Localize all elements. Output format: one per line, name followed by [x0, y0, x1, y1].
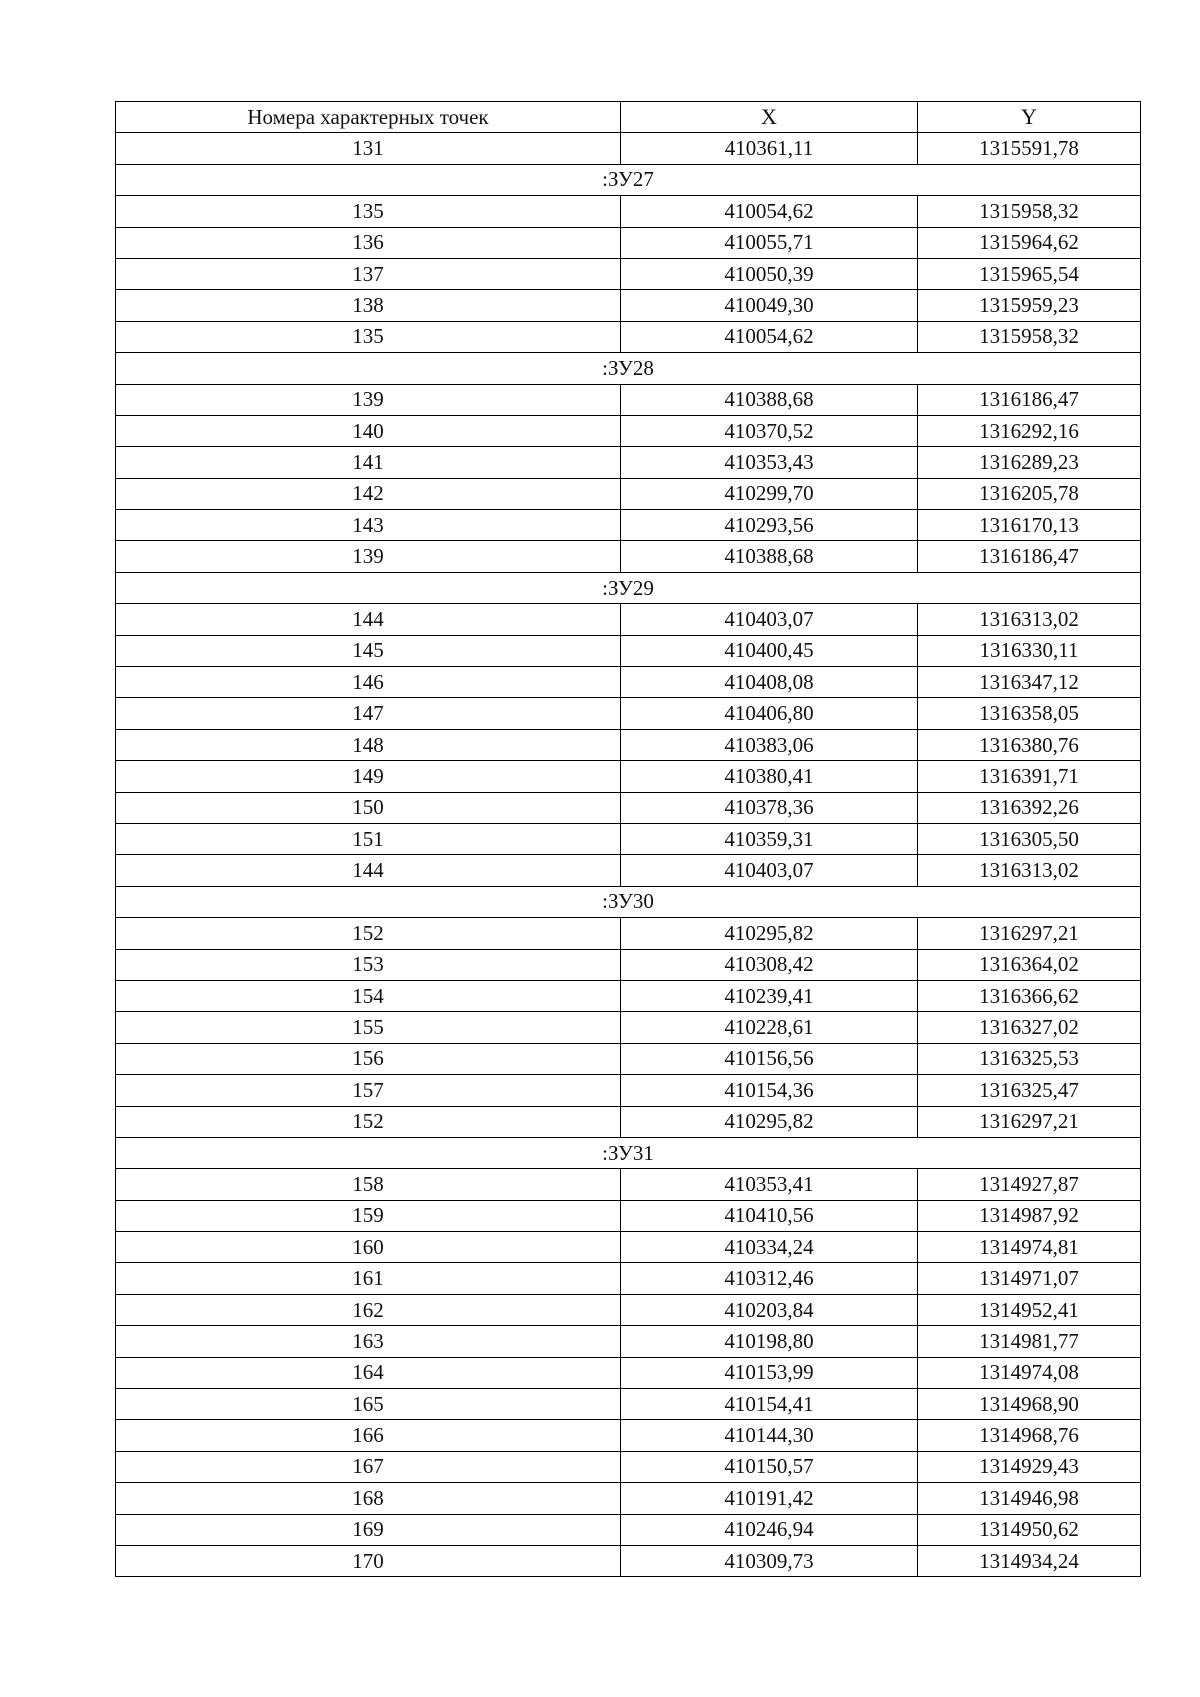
y-coordinate-cell: 1314968,90 — [918, 1389, 1141, 1420]
header-point-numbers: Номера характерных точек — [116, 102, 621, 133]
x-coordinate-cell: 410388,68 — [621, 541, 918, 572]
table-row — [116, 729, 1141, 760]
section-row — [116, 1137, 1141, 1168]
point-number-cell: 145 — [116, 635, 621, 666]
table-row — [116, 1514, 1141, 1545]
x-coordinate-cell: 410295,82 — [621, 918, 918, 949]
table-row — [116, 1232, 1141, 1263]
y-coordinate-cell: 1314987,92 — [918, 1200, 1141, 1231]
header-y: Y — [918, 102, 1141, 133]
x-coordinate-cell: 410359,31 — [621, 823, 918, 854]
point-number-cell: 138 — [116, 290, 621, 321]
x-coordinate-cell: 410050,39 — [621, 258, 918, 289]
y-coordinate-cell: 1314934,24 — [918, 1545, 1141, 1576]
table-row — [116, 1357, 1141, 1388]
x-coordinate-cell: 410353,41 — [621, 1169, 918, 1200]
x-coordinate-cell: 410295,82 — [621, 1106, 918, 1137]
table-row — [116, 447, 1141, 478]
table-header-row — [116, 102, 1141, 133]
y-coordinate-cell: 1315958,32 — [918, 196, 1141, 227]
point-number-cell: 149 — [116, 761, 621, 792]
table-row — [116, 541, 1141, 572]
point-number-cell: 152 — [116, 1106, 621, 1137]
table-row — [116, 1200, 1141, 1231]
point-number-cell: 141 — [116, 447, 621, 478]
section-row — [116, 572, 1141, 603]
point-number-cell: 157 — [116, 1075, 621, 1106]
y-coordinate-cell: 1316366,62 — [918, 980, 1141, 1011]
y-coordinate-cell: 1316325,53 — [918, 1043, 1141, 1074]
point-number-cell: 139 — [116, 384, 621, 415]
x-coordinate-cell: 410388,68 — [621, 384, 918, 415]
x-coordinate-cell: 410153,99 — [621, 1357, 918, 1388]
x-coordinate-cell: 410054,62 — [621, 321, 918, 352]
x-coordinate-cell: 410228,61 — [621, 1012, 918, 1043]
x-coordinate-cell: 410150,57 — [621, 1451, 918, 1482]
table-row — [116, 1483, 1141, 1514]
table-row — [116, 1451, 1141, 1482]
y-coordinate-cell: 1314927,87 — [918, 1169, 1141, 1200]
table-row — [116, 855, 1141, 886]
coordinates-table — [115, 101, 1141, 1577]
x-coordinate-cell: 410380,41 — [621, 761, 918, 792]
point-number-cell: 142 — [116, 478, 621, 509]
x-coordinate-cell: 410410,56 — [621, 1200, 918, 1231]
x-coordinate-cell: 410293,56 — [621, 510, 918, 541]
table-row — [116, 415, 1141, 446]
x-coordinate-cell: 410309,73 — [621, 1545, 918, 1576]
point-number-cell: 159 — [116, 1200, 621, 1231]
point-number-cell: 147 — [116, 698, 621, 729]
x-coordinate-cell: 410403,07 — [621, 604, 918, 635]
table-row — [116, 1420, 1141, 1451]
section-row — [116, 353, 1141, 384]
y-coordinate-cell: 1314971,07 — [918, 1263, 1141, 1294]
table-row — [116, 196, 1141, 227]
point-number-cell: 137 — [116, 258, 621, 289]
y-coordinate-cell: 1316297,21 — [918, 1106, 1141, 1137]
point-number-cell: 163 — [116, 1326, 621, 1357]
x-coordinate-cell: 410054,62 — [621, 196, 918, 227]
y-coordinate-cell: 1316391,71 — [918, 761, 1141, 792]
y-coordinate-cell: 1316297,21 — [918, 918, 1141, 949]
point-number-cell: 165 — [116, 1389, 621, 1420]
y-coordinate-cell: 1315959,23 — [918, 290, 1141, 321]
point-number-cell: 152 — [116, 918, 621, 949]
x-coordinate-cell: 410406,80 — [621, 698, 918, 729]
x-coordinate-cell: 410198,80 — [621, 1326, 918, 1357]
point-number-cell: 164 — [116, 1357, 621, 1388]
point-number-cell: 151 — [116, 823, 621, 854]
point-number-cell: 170 — [116, 1545, 621, 1576]
point-number-cell: 144 — [116, 855, 621, 886]
point-number-cell: 135 — [116, 321, 621, 352]
y-coordinate-cell: 1316205,78 — [918, 478, 1141, 509]
y-coordinate-cell: 1314952,41 — [918, 1294, 1141, 1325]
point-number-cell: 156 — [116, 1043, 621, 1074]
y-coordinate-cell: 1315591,78 — [918, 133, 1141, 164]
table-row — [116, 1169, 1141, 1200]
point-number-cell: 131 — [116, 133, 621, 164]
x-coordinate-cell: 410312,46 — [621, 1263, 918, 1294]
x-coordinate-cell: 410154,41 — [621, 1389, 918, 1420]
table-row — [116, 604, 1141, 635]
y-coordinate-cell: 1314974,08 — [918, 1357, 1141, 1388]
y-coordinate-cell: 1314946,98 — [918, 1483, 1141, 1514]
table-row — [116, 635, 1141, 666]
x-coordinate-cell: 410334,24 — [621, 1232, 918, 1263]
point-number-cell: 162 — [116, 1294, 621, 1325]
table-row — [116, 1075, 1141, 1106]
section-row — [116, 886, 1141, 917]
table-row — [116, 1326, 1141, 1357]
table-row — [116, 478, 1141, 509]
point-number-cell: 167 — [116, 1451, 621, 1482]
point-number-cell: 136 — [116, 227, 621, 258]
point-number-cell: 140 — [116, 415, 621, 446]
y-coordinate-cell: 1315964,62 — [918, 227, 1141, 258]
table-row — [116, 1545, 1141, 1576]
y-coordinate-cell: 1316325,47 — [918, 1075, 1141, 1106]
point-number-cell: 166 — [116, 1420, 621, 1451]
point-number-cell: 144 — [116, 604, 621, 635]
x-coordinate-cell: 410361,11 — [621, 133, 918, 164]
point-number-cell: 168 — [116, 1483, 621, 1514]
y-coordinate-cell: 1314968,76 — [918, 1420, 1141, 1451]
header-x: X — [621, 102, 918, 133]
table-row — [116, 258, 1141, 289]
point-number-cell: 169 — [116, 1514, 621, 1545]
point-number-cell: 148 — [116, 729, 621, 760]
table-row — [116, 667, 1141, 698]
y-coordinate-cell: 1314974,81 — [918, 1232, 1141, 1263]
section-row — [116, 164, 1141, 195]
x-coordinate-cell: 410239,41 — [621, 980, 918, 1011]
y-coordinate-cell: 1316313,02 — [918, 604, 1141, 635]
y-coordinate-cell: 1316170,13 — [918, 510, 1141, 541]
x-coordinate-cell: 410154,36 — [621, 1075, 918, 1106]
table-row — [116, 1012, 1141, 1043]
y-coordinate-cell: 1316289,23 — [918, 447, 1141, 478]
y-coordinate-cell: 1316186,47 — [918, 541, 1141, 572]
section-label: :ЗУ30 — [116, 886, 1141, 917]
table-row — [116, 290, 1141, 321]
table-row — [116, 949, 1141, 980]
point-number-cell: 143 — [116, 510, 621, 541]
y-coordinate-cell: 1316380,76 — [918, 729, 1141, 760]
section-label: :ЗУ27 — [116, 164, 1141, 195]
point-number-cell: 135 — [116, 196, 621, 227]
table-row — [116, 1263, 1141, 1294]
y-coordinate-cell: 1314981,77 — [918, 1326, 1141, 1357]
point-number-cell: 155 — [116, 1012, 621, 1043]
x-coordinate-cell: 410378,36 — [621, 792, 918, 823]
y-coordinate-cell: 1315958,32 — [918, 321, 1141, 352]
table-row — [116, 980, 1141, 1011]
table-row — [116, 321, 1141, 352]
y-coordinate-cell: 1316292,16 — [918, 415, 1141, 446]
x-coordinate-cell: 410049,30 — [621, 290, 918, 321]
table-row — [116, 761, 1141, 792]
y-coordinate-cell: 1314929,43 — [918, 1451, 1141, 1482]
table-row — [116, 698, 1141, 729]
table-row — [116, 918, 1141, 949]
table-row — [116, 1106, 1141, 1137]
y-coordinate-cell: 1316305,50 — [918, 823, 1141, 854]
section-label: :ЗУ31 — [116, 1137, 1141, 1168]
point-number-cell: 161 — [116, 1263, 621, 1294]
x-coordinate-cell: 410156,56 — [621, 1043, 918, 1074]
point-number-cell: 154 — [116, 980, 621, 1011]
x-coordinate-cell: 410203,84 — [621, 1294, 918, 1325]
y-coordinate-cell: 1316330,11 — [918, 635, 1141, 666]
point-number-cell: 146 — [116, 667, 621, 698]
y-coordinate-cell: 1314950,62 — [918, 1514, 1141, 1545]
x-coordinate-cell: 410144,30 — [621, 1420, 918, 1451]
table-row — [116, 510, 1141, 541]
x-coordinate-cell: 410403,07 — [621, 855, 918, 886]
y-coordinate-cell: 1316347,12 — [918, 667, 1141, 698]
x-coordinate-cell: 410299,70 — [621, 478, 918, 509]
y-coordinate-cell: 1316364,02 — [918, 949, 1141, 980]
table-row — [116, 133, 1141, 164]
y-coordinate-cell: 1316327,02 — [918, 1012, 1141, 1043]
section-label: :ЗУ28 — [116, 353, 1141, 384]
point-number-cell: 150 — [116, 792, 621, 823]
x-coordinate-cell: 410383,06 — [621, 729, 918, 760]
y-coordinate-cell: 1316186,47 — [918, 384, 1141, 415]
x-coordinate-cell: 410400,45 — [621, 635, 918, 666]
x-coordinate-cell: 410353,43 — [621, 447, 918, 478]
point-number-cell: 160 — [116, 1232, 621, 1263]
x-coordinate-cell: 410191,42 — [621, 1483, 918, 1514]
section-label: :ЗУ29 — [116, 572, 1141, 603]
y-coordinate-cell: 1316358,05 — [918, 698, 1141, 729]
table-body — [116, 133, 1141, 1577]
table-row — [116, 1389, 1141, 1420]
x-coordinate-cell: 410408,08 — [621, 667, 918, 698]
y-coordinate-cell: 1316313,02 — [918, 855, 1141, 886]
table-row — [116, 823, 1141, 854]
y-coordinate-cell: 1316392,26 — [918, 792, 1141, 823]
x-coordinate-cell: 410246,94 — [621, 1514, 918, 1545]
table-row — [116, 792, 1141, 823]
table-row — [116, 1043, 1141, 1074]
point-number-cell: 153 — [116, 949, 621, 980]
table-row — [116, 384, 1141, 415]
y-coordinate-cell: 1315965,54 — [918, 258, 1141, 289]
table-row — [116, 1294, 1141, 1325]
point-number-cell: 139 — [116, 541, 621, 572]
x-coordinate-cell: 410055,71 — [621, 227, 918, 258]
x-coordinate-cell: 410370,52 — [621, 415, 918, 446]
x-coordinate-cell: 410308,42 — [621, 949, 918, 980]
point-number-cell: 158 — [116, 1169, 621, 1200]
table-row — [116, 227, 1141, 258]
